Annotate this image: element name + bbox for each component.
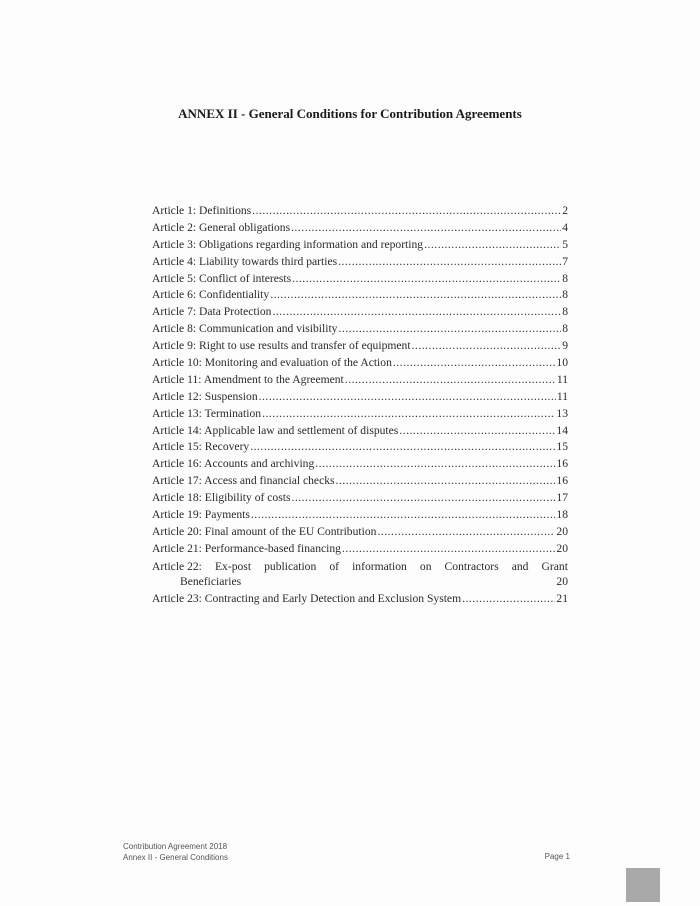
toc-dot-leader <box>345 372 556 389</box>
toc-entry-word: Ex-post <box>214 559 252 573</box>
toc-dot-leader <box>377 524 555 541</box>
toc-entry-page: 21 <box>556 591 568 605</box>
toc-entry-label: Article 2: General obligations <box>152 220 291 234</box>
toc-entry-word: Contractors <box>444 559 499 573</box>
toc-dot-leader <box>462 591 555 608</box>
toc-entry[interactable] <box>152 507 568 524</box>
toc-entry[interactable] <box>152 389 568 406</box>
toc-entry-label: Article 8: Communication and visibility <box>152 322 338 336</box>
toc-entry[interactable] <box>152 439 568 456</box>
footer-page-number: Page 1 <box>544 852 570 861</box>
toc-dot-leader <box>292 271 561 288</box>
toc-entry[interactable] <box>152 473 568 490</box>
toc-entry-prefix: Article 22: <box>152 559 202 573</box>
toc-entry-page: 20 <box>556 524 568 538</box>
toc-entry-page: 9 <box>562 339 568 353</box>
toc-entry-label: Article 9: Right to use results and transfer of equipment <box>152 339 411 353</box>
toc-dot-leader <box>393 355 556 372</box>
toc-entry-page: 5 <box>562 237 568 251</box>
toc-entry[interactable] <box>152 456 568 473</box>
toc-entry[interactable] <box>152 541 568 558</box>
toc-entry-word: publication <box>264 559 317 573</box>
toc-entry-label: Article 11: Amendment to the Agreement <box>152 372 344 386</box>
toc-entry[interactable] <box>152 490 568 507</box>
toc-entry-word: and <box>511 559 529 573</box>
toc-entry-word: on <box>419 559 432 573</box>
scan-corner-mark <box>626 868 660 902</box>
toc-entry-label: Article 18: Eligibility of costs <box>152 491 291 505</box>
toc-entry-label: Article 16: Accounts and archiving <box>152 457 315 471</box>
toc-entry-page: 20 <box>556 541 568 555</box>
toc-entry[interactable] <box>152 254 568 271</box>
toc-entry-page: 7 <box>562 254 568 268</box>
toc-entry[interactable] <box>152 271 568 288</box>
toc-entry[interactable] <box>152 203 568 220</box>
page-title: ANNEX II - General Conditions for Contribution Agreements <box>178 106 522 121</box>
toc-entry-label: Article 3: Obligations regarding information and reporting <box>152 237 424 251</box>
toc-entry-page: 13 <box>556 406 568 420</box>
toc-dot-leader <box>291 220 561 237</box>
toc-entry-page: 11 <box>556 372 568 386</box>
toc-entry-page: 8 <box>562 288 568 302</box>
toc-dot-leader <box>342 541 555 558</box>
toc-entry-page: 2 <box>562 204 568 217</box>
toc-entry-label-continued: Beneficiaries <box>180 574 242 588</box>
toc-dot-leader <box>262 406 555 423</box>
toc-entry-label: Article 15: Recovery <box>152 440 250 454</box>
toc-entry[interactable] <box>152 304 568 321</box>
toc-entry[interactable] <box>152 287 568 304</box>
toc-dot-leader <box>399 423 555 440</box>
toc-entry[interactable] <box>152 220 568 237</box>
toc-entry[interactable] <box>152 355 568 372</box>
toc-entry[interactable] <box>152 321 568 338</box>
toc-entry-page: 8 <box>562 322 568 336</box>
toc-entry[interactable] <box>152 423 568 440</box>
toc-entry-label: Article 17: Access and financial checks <box>152 474 335 488</box>
footer-agreement-name: Contribution Agreement 2018 <box>123 842 228 851</box>
toc-entry-label: Article 4: Liability towards third parties <box>152 254 338 268</box>
toc-entry-label: Article 1: Definitions <box>152 204 252 217</box>
toc-dot-leader <box>272 304 561 321</box>
toc-entry-word: information <box>352 559 407 573</box>
toc-entry-page: 16 <box>556 474 568 488</box>
toc-entry-page: 17 <box>556 491 568 505</box>
toc-entry-label: Article 10: Monitoring and evaluation of the Action <box>152 356 392 370</box>
toc-dot-leader <box>315 456 555 473</box>
toc-entry-page: 8 <box>562 305 568 319</box>
toc-dot-leader <box>338 321 561 338</box>
table-of-contents <box>152 203 568 608</box>
toc-entry-page: 14 <box>556 423 568 437</box>
toc-entry-page: 10 <box>556 356 568 370</box>
toc-entry-label <box>152 559 568 574</box>
toc-entry-label: Article 21: Performance-based financing <box>152 541 341 555</box>
toc-entry-page: 4 <box>562 220 568 234</box>
page-footer <box>123 842 228 863</box>
toc-entry-page: 20 <box>556 574 568 588</box>
toc-entry-page: 15 <box>556 440 568 454</box>
toc-entry-label: Article 20: Final amount of the EU Contribution <box>152 524 377 538</box>
toc-entry-label: Article 12: Suspension <box>152 389 258 403</box>
toc-entry-label: Article 13: Termination <box>152 406 262 420</box>
toc-dot-leader <box>270 287 561 304</box>
toc-entry[interactable] <box>152 338 568 355</box>
toc-entry-page: 11 <box>556 389 568 403</box>
toc-entry[interactable] <box>152 406 568 423</box>
toc-entry-page: 8 <box>562 271 568 285</box>
toc-entry-page: 16 <box>556 457 568 471</box>
toc-entry-label: Article 23: Contracting and Early Detection and Exclusion System <box>152 591 462 605</box>
toc-entry-label: Article 19: Payments <box>152 508 250 522</box>
toc-entry-word: of <box>329 559 340 573</box>
toc-entry-word: Grant <box>541 559 568 573</box>
toc-entry[interactable] <box>152 372 568 389</box>
toc-dot-leader <box>259 389 556 406</box>
footer-annex-name: Annex II - General Conditions <box>123 852 228 862</box>
toc-entry-label: Article 7: Data Protection <box>152 305 272 319</box>
toc-dot-leader <box>251 507 556 524</box>
toc-entry[interactable] <box>152 591 568 608</box>
toc-entry[interactable] <box>152 524 568 541</box>
toc-dot-leader <box>291 490 555 507</box>
toc-entry-label: Article 14: Applicable law and settlement of disputes <box>152 423 399 437</box>
toc-dot-leader <box>336 473 556 490</box>
toc-entry-page: 18 <box>556 508 568 522</box>
toc-dot-leader <box>424 237 561 254</box>
toc-entry-label: Article 6: Confidentiality <box>152 288 270 302</box>
toc-dot-leader <box>338 254 561 271</box>
toc-entry[interactable] <box>152 558 568 589</box>
toc-dot-leader <box>412 338 562 355</box>
toc-entry[interactable] <box>152 237 568 254</box>
toc-dot-leader <box>250 439 555 456</box>
toc-dot-leader <box>252 203 561 220</box>
toc-entry-label: Article 5: Conflict of interests <box>152 271 292 285</box>
